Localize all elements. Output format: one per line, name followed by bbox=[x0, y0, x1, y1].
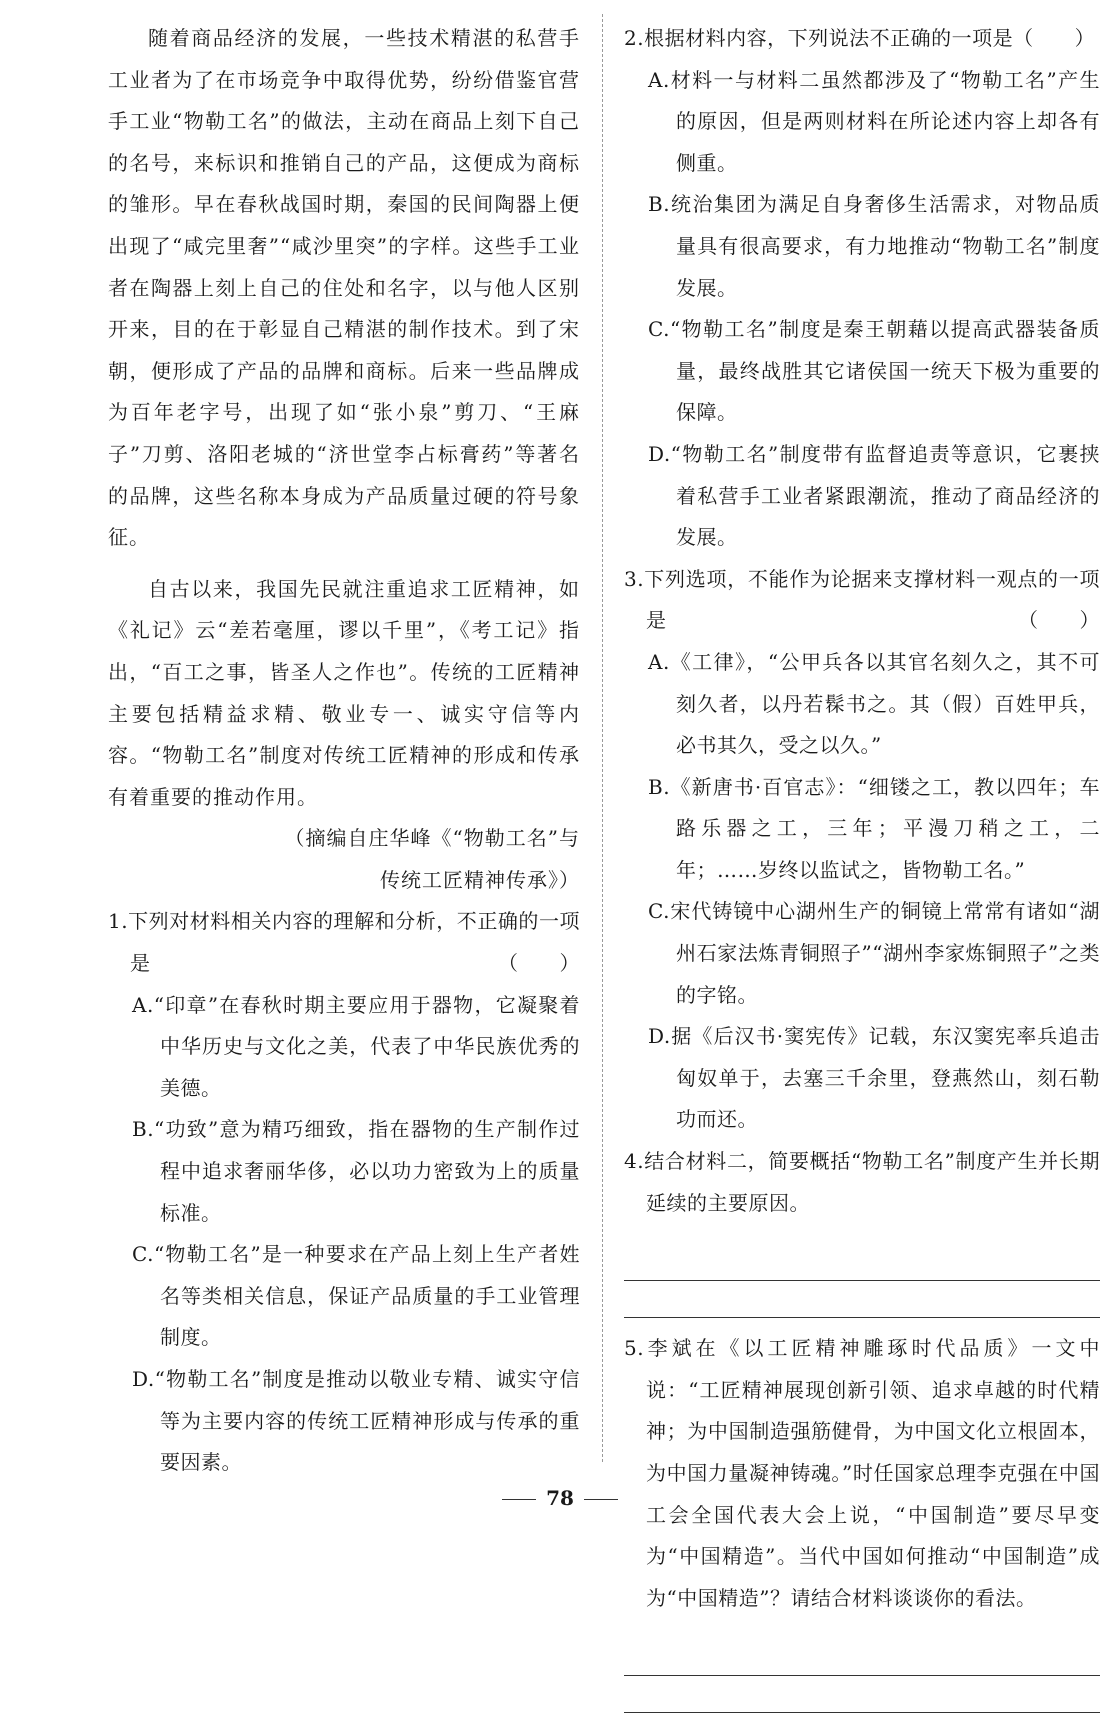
question-2 bbox=[624, 18, 1100, 559]
question-1-stem: 1.下列对材料相关内容的理解和分析，不正确的一项是 （ ） bbox=[108, 901, 580, 984]
footer-dash-right bbox=[584, 1499, 618, 1500]
right-column bbox=[624, 18, 1100, 1713]
question-1-option-d: D.“物勒工名”制度是推动以敬业专精、诚实守信等为主要内容的传统工匠精神形成与传承的重要因素。 bbox=[132, 1367, 580, 1475]
question-1-option-b: B.“功致”意为精巧细致，指在器物的生产制作过程中追求奢丽华侈，必以功力密致为上的质量标准。 bbox=[132, 1117, 580, 1225]
answer-line bbox=[624, 1281, 1100, 1318]
question-3 bbox=[624, 559, 1100, 1141]
page-footer bbox=[0, 1486, 1120, 1510]
passage-paragraph-2: 自古以来，我国先民就注重追求工匠精神，如《礼记》云“差若毫厘，谬以千里”，《考工记》指出，“百工之事，皆圣人之作也”。传统的工匠精神主要包括精益求精、敬业专一、诚实守信等内容。“物勒工名”制度对传统工匠精神的形成和传承有着重要的推动作用。 bbox=[108, 576, 580, 809]
column-divider bbox=[602, 14, 603, 1462]
question-3-option-b: B.《新唐书·百官志》：“细镂之工，教以四年；车路乐器之工，三年；平漫刀稍之工，二年；……岁终以监试之，皆物勒工名。” bbox=[648, 774, 1100, 882]
question-2-option-c: C.“物勒工名”制度是秦王朝藉以提高武器装备质量，最终战胜其它诸侯国一统天下极为重要的保障。 bbox=[648, 317, 1100, 425]
question-4 bbox=[624, 1141, 1100, 1318]
question-3-option-a: A.《工律》，“公甲兵各以其官名刻久之，其不可刻久者，以丹若髹书之。其（假）百姓甲兵，必书其久，受之以久。” bbox=[648, 649, 1100, 758]
answer-line bbox=[624, 1639, 1100, 1676]
question-1-option-c: C.“物勒工名”是一种要求在产品上刻上生产者姓名等类相关信息，保证产品质量的手工业管理制度。 bbox=[132, 1242, 580, 1350]
source-citation-line-1: （摘编自庄华峰《“物勒工名”与 bbox=[284, 826, 580, 851]
question-3-option-d: D.据《后汉书·窦宪传》记载，东汉窦宪率兵追击匈奴单于，去塞三千余里，登燕然山，刻石勒功而还。 bbox=[648, 1024, 1100, 1132]
source-citation-line-2: 传统工匠精神传承》） bbox=[380, 867, 580, 892]
question-2-option-d: D.“物勒工名”制度带有监督追责等意识，它裹挟着私营手工业者紧跟潮流，推动了商品经济的发展。 bbox=[648, 441, 1100, 550]
question-5 bbox=[624, 1328, 1100, 1713]
page-number: 78 bbox=[546, 1486, 574, 1510]
question-3-stem: 3.下列选项，不能作为论据来支撑材料一观点的一项是 （ ） bbox=[624, 559, 1100, 642]
question-1-option-a: A.“印章”在春秋时期主要应用于器物，它凝聚着中华历史与文化之美，代表了中华民族优秀的美德。 bbox=[132, 992, 580, 1100]
answer-bracket: （ ） bbox=[498, 951, 580, 976]
footer-dash-left bbox=[502, 1499, 536, 1500]
question-3-option-c: C.宋代铸镜中心湖州生产的铜镜上常常有诸如“湖州石家法炼青铜照子”“湖州李家炼铜照子”之类的字铭。 bbox=[648, 899, 1100, 1007]
answer-bracket: （ ） bbox=[1018, 608, 1100, 633]
question-2-stem: 2.根据材料内容，下列说法不正确的一项是（ ） bbox=[624, 26, 1096, 50]
question-1 bbox=[108, 901, 580, 1483]
question-2-option-a: A.材料一与材料二虽然都涉及了“物勒工名”产生的原因，但是两则材料在所论述内容上却各有侧重。 bbox=[648, 67, 1100, 175]
left-column bbox=[108, 18, 580, 1484]
question-2-option-b: B.统治集团为满足自身奢侈生活需求，对物品质量具有很高要求，有力地推动“物勒工名”制度发展。 bbox=[648, 192, 1100, 300]
answer-line bbox=[624, 1244, 1100, 1281]
question-4-stem: 4.结合材料二，简要概括“物勒工名”制度产生并长期延续的主要原因。 bbox=[624, 1149, 1100, 1215]
answer-line bbox=[624, 1676, 1100, 1713]
question-5-stem: 5.李斌在《以工匠精神雕琢时代品质》一文中说：“工匠精神展现创新引领、追求卓越的时代精神；为中国制造强筋健骨，为中国文化立根固本，为中国力量凝神铸魂。”时任国家总理李克强在中国工会全国代表大会上说，“中国制造”要尽早变为“中国精造”。当代中国如何推动“中国制造”成为“中国精造”？请结合材料谈谈你的看法。 bbox=[624, 1336, 1100, 1610]
passage-paragraph-1: 随着商品经济的发展，一些技术精湛的私营手工业者为了在市场竞争中取得优势，纷纷借鉴官营手工业“物勒工名”的做法，主动在商品上刻下自己的名号，来标识和推销自己的产品，这便成为商标的雏形。早在春秋战国时期，秦国的民间陶器上便出现了“咸完里奢”“咸沙里突”的字样。这些手工业者在陶器上刻上自己的住处和名字，以与他人区别开来，目的在于彰显自己精湛的制作技术。到了宋朝，便形成了产品的品牌和商标。后来一些品牌成为百年老字号，出现了如“张小泉”剪刀、“王麻子”刀剪、洛阳老城的“济世堂李占标膏药”等著名的品牌，这些名称本身成为产品质量过硬的符号象征。 bbox=[108, 26, 580, 550]
